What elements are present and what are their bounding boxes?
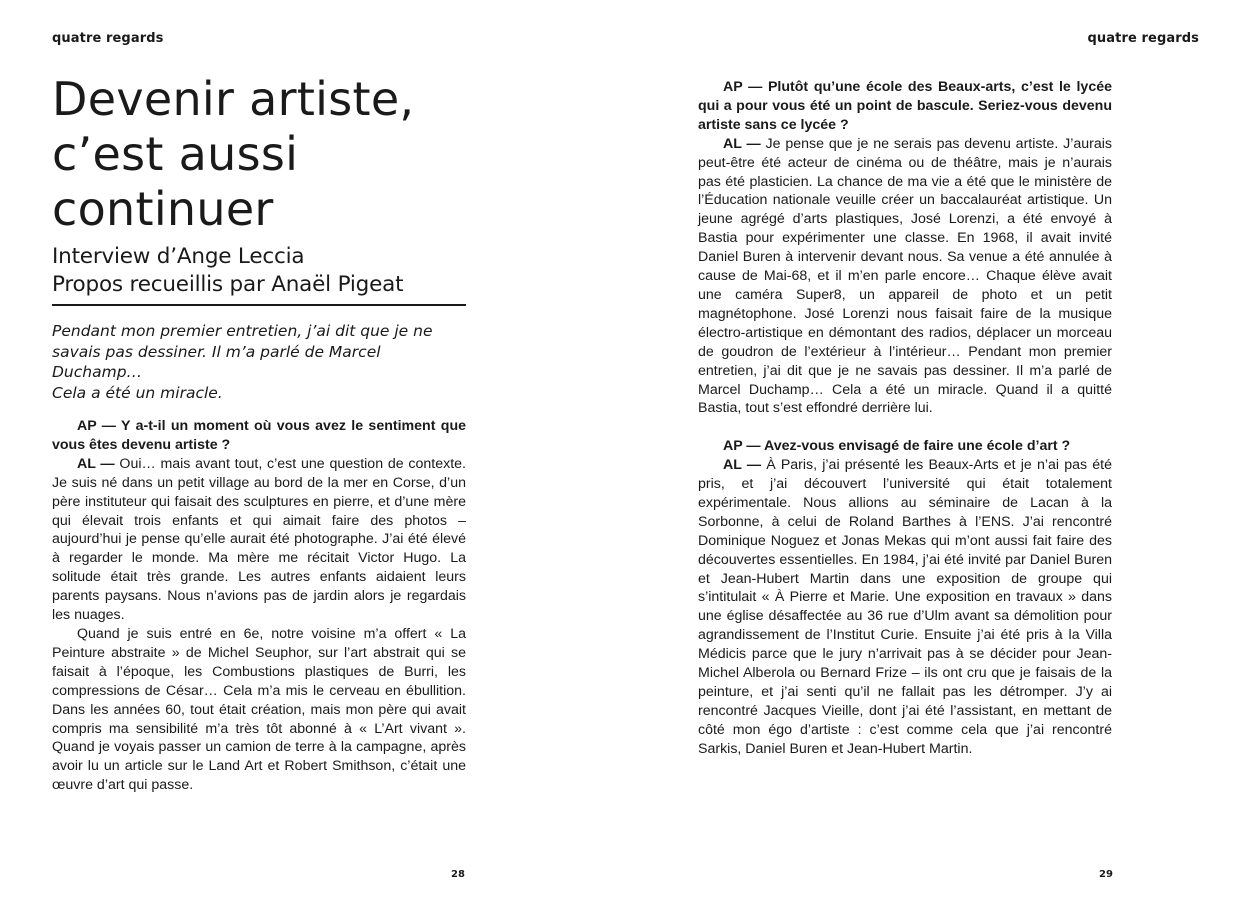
running-head: quatre regards (1087, 31, 1199, 46)
answer-paragraph (52, 455, 466, 625)
question-paragraph: AP — Plutôt qu’une école des Beaux-arts, c’est le lycée qui a pour vous été un point de bascule. Seriez-vous devenu artiste sans ce lycée ? (698, 79, 1112, 133)
lead-line: Cela a été un miracle. (52, 383, 223, 402)
answer-paragraph: Quand je suis entré en 6e, notre voisine m’a offert « La Peinture abstraite » de Michel Seuphor, sur l’art abstrait qui se faisait à l’époque, les Combustions plastiques de Burri, les compressions de César… Cela m’a mis le cerveau en ébullition. Dans les années 60, tout était création, mais mon père qui avait compris ma sensibilité m’a très tôt abonné à « L’Art vivant ». Quand je voyais passer un camion de terre à la campagne, après avoir lu un article sur le Land Art et Robert Smithson, c’était une œuvre d’art qui passe. (52, 625, 466, 794)
subtitle-line: Interview d’Ange Leccia (52, 244, 305, 269)
title-line: c’est aussi (52, 127, 299, 181)
subtitle-line: Propos recueillis par Anaël Pigeat (52, 272, 404, 297)
answer-text: Je pense que je ne serais pas devenu artiste. J’aurais peut-être été acteur de cinéma ou de théâtre, mais je n’aurais pas été plasticien. La chance de ma vie a été que le ministère de l’Éducation nationale veuille créer un baccalauréat artistique. Un jeune agrégé d’arts plastiques, José Lorenzi, a été envoyé à Bastia pour expérimenter une classe. En 1968, il avait invité Daniel Buren à intervenir devant nous. Sa venue a été annulée à cause de Mai-68, et il m’en parle encore… Chaque élève avait une caméra Super8, un appareil de photo et un petit magnétophone. José Lorenzi nous faisait faire de la musique électro-artistique en démontant des radios, déplacer un morceau de goudron de l’extérieur à l’intérieur… Pendant mon premier entretien, j’ai dit que je ne savais pas dessiner. Il m’a parlé de Marcel Duchamp… Cela a été un miracle. Quand il a quitté Bastia, tout s’est effondré derrière lui. (698, 135, 1112, 417)
question-paragraph: AP — Avez-vous envisagé de faire une école d’art ? (723, 438, 1071, 455)
article-title (52, 72, 466, 237)
question-paragraph: AP — Y a-t-il un moment où vous avez le sentiment que vous êtes devenu artiste ? (52, 418, 466, 453)
running-head: quatre regards (52, 31, 164, 46)
body-column-left (52, 417, 466, 795)
speaker-label: AL — (723, 135, 766, 152)
lead-quote (52, 321, 466, 403)
lead-line: savais pas dessiner. Il m’a parlé de Marcel Duchamp… (52, 342, 381, 381)
answer-text: À Paris, j’ai présenté les Beaux-Arts et je n’ai pas été pris, et j’ai découvert l’université qui était totalement expérimentale. Nous allions au séminaire de Lacan à la Sorbonne, à celui de Roland Barthes à l’ENS. J’ai rencontré Dominique Noguez et Jonas Mekas qui m’ont aussi fait faire des découvertes essentielles. En 1984, j’ai été invité par Daniel Buren et Jean-Hubert Martin dans une exposition de groupe qui s’intitulait « À Pierre et Marie. Une exposition en travaux » dans une église désaffectée au 36 rue d’Ulm avant sa démolition pour agrandissement de l’Institut Curie. Ensuite j’ai été pris à la Villa Médicis parce que le jury n’arrivait pas à se décider pour Jean-Michel Alberola ou Bernard Frize – ils ont cru que je faisais de la peinture, et j’ai senti qu’il ne fallait pas les détromper. J’y ai rencontré Jacques Vieille, dont j’ai été l’assistant, en mettant de côté mon égo d’artiste : c’est comme cela que j’ai rencontré Sarkis, Daniel Buren et Jean-Hubert Martin. (698, 457, 1112, 757)
article-subtitle (52, 243, 466, 299)
answer-paragraph (698, 135, 1112, 419)
title-block (52, 72, 466, 299)
title-rule (52, 304, 466, 306)
title-line: continuer (52, 182, 274, 236)
right-page (624, 0, 1249, 904)
body-column-right (698, 78, 1112, 759)
speaker-label: AL — (723, 457, 767, 474)
speaker-label: AL — (77, 455, 120, 472)
left-page (0, 0, 624, 904)
lead-line: Pendant mon premier entretien, j’ai dit que je ne (52, 322, 433, 340)
title-line: Devenir artiste, (52, 72, 415, 126)
page-number: 29 (1099, 869, 1113, 880)
answer-text: Oui… mais avant tout, c’est une question de contexte. Je suis né dans un petit village au bord de la mer en Corse, d’un père instituteur qui faisait des sculptures en pierre, et d’une mère qui élevait trois enfants et qui aimait faire des photos – aujourd’hui je pense qu’elle aurait été photographe. J’ai été élevé à regarder le monde. Ma mère me récitait Victor Hugo. La solitude était très grande. Les autres enfants aidaient leurs parents paysans. Nous n’avions pas de jardin alors je regardais les nuages. (52, 455, 466, 624)
page-number: 28 (451, 869, 465, 880)
answer-paragraph (698, 456, 1112, 759)
